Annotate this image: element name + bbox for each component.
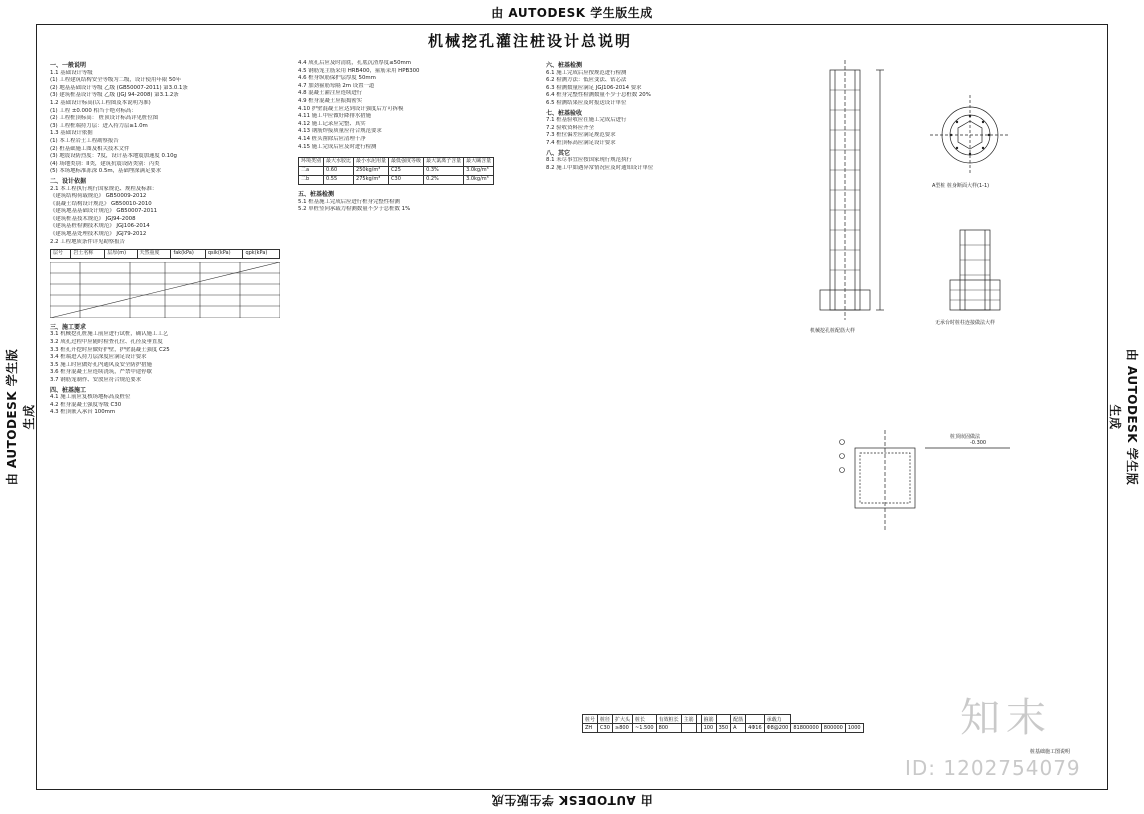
note-line: 7.3 桩位偏差应满足规范要求 xyxy=(546,132,616,139)
note-line: 3.5 施工时应做好孔内通风及安全防护措施 xyxy=(50,361,152,368)
column-connection-diagram xyxy=(935,220,1045,330)
table-cell: 桩号 xyxy=(583,715,598,724)
schedule-note: 桩基础施工图说明 xyxy=(1030,749,1071,755)
note-line: 8.2 施工中如遇异常情况应及时通知设计单位 xyxy=(546,164,654,171)
table-cell: 1000 xyxy=(845,724,863,733)
table-cell: 承载力 xyxy=(764,715,791,724)
section-heading: 四、桩基施工 xyxy=(50,386,87,394)
table-header-row xyxy=(583,715,864,724)
note-line: 4.8 混凝土灌注应连续进行 xyxy=(298,90,363,97)
pile-schedule-table xyxy=(582,714,864,733)
autodesk-banner-right: 由 AUTODESK 学生版生成 xyxy=(1108,348,1139,486)
note-line: (1) 工程建筑结构安全等级为二级，设计使用年限 50年 xyxy=(50,77,182,84)
section-diagram-label: A型桩 桩身断面大样(1-1) xyxy=(932,183,990,189)
table-cell: C30 xyxy=(389,176,424,185)
table-cell: 二a xyxy=(299,167,324,176)
table-cell xyxy=(746,715,764,724)
table-cell: ZH xyxy=(583,724,598,733)
table-cell: 主筋 xyxy=(681,715,696,724)
table-cell: A xyxy=(731,724,746,733)
table-cell: 二b xyxy=(299,176,324,185)
note-line: (1) 工程 ±0.000 相当于绝对标高： xyxy=(50,107,137,114)
note-line: 4.11 施工中应做好降排水措施 xyxy=(298,113,372,120)
table-cell: qsik(kPa) xyxy=(205,250,243,259)
section-body xyxy=(50,394,290,417)
note-line: 《建筑地基基础设计规范》 GB50007-2011 xyxy=(50,208,158,215)
note-line: 4.1 施工前应复核场地标高及桩位 xyxy=(50,394,131,401)
table-cell: 最大氯离子含量 xyxy=(424,158,464,167)
cap-diagram-label: 桩顶嵌固做法 xyxy=(950,434,981,440)
note-line: (3) 地震设防烈度：7度，设计基本地震加速度 0.10g xyxy=(50,153,177,160)
section-heading: 三、施工要求 xyxy=(50,323,87,331)
zhimo-watermark-logo: 知末 xyxy=(960,695,1052,741)
section-body xyxy=(298,199,538,214)
note-line: 4.4 成孔后应及时清底，孔底沉渣厚度≤50mm xyxy=(298,60,412,66)
soil-parameter-table xyxy=(50,249,280,259)
note-line: 《建筑桩基技术规范》 JGJ94-2008 xyxy=(50,215,136,222)
note-line: 3.3 桩孔开挖时应做好护壁，护壁混凝土强度 C25 xyxy=(50,346,170,353)
note-line: (3) 建筑桩基设计等级 乙级 (JGJ 94-2008) 第3.1.2条 xyxy=(50,92,179,99)
note-line: 《建筑结构荷载规范》 GB50009-2012 xyxy=(50,193,147,200)
note-line: 6.3 检测数量应满足 JGJ106-2014 要求 xyxy=(546,84,642,91)
table-cell: 0.55 xyxy=(324,176,354,185)
notes-column-2 xyxy=(298,60,538,720)
pile-section-diagram xyxy=(930,95,1040,195)
section-body xyxy=(50,331,290,384)
note-line: 1.2 基础设计标高(以工程图及本说明为准) xyxy=(50,99,151,106)
table-cell: ≥800 xyxy=(613,724,633,733)
note-line: 4.10 护壁混凝土应达到设计强度后方可拆模 xyxy=(298,105,404,112)
section-body xyxy=(298,60,538,151)
table-cell: 3.0kg/m³ xyxy=(464,167,494,176)
note-line: (4) 场地类别：II类，建筑抗震设防类别：丙类 xyxy=(50,160,160,167)
notes-column-1 xyxy=(50,60,290,780)
note-line: 5.1 桩基施工完成后应进行桩身完整性检测 xyxy=(298,198,400,205)
table-row xyxy=(583,724,864,733)
note-line: 《混凝土结构设计规范》 GB50010-2010 xyxy=(50,200,152,207)
section-body xyxy=(546,70,776,108)
table-header-row xyxy=(51,250,280,259)
note-line: 6.4 桩身完整性检测数量不少于总桩数 20% xyxy=(546,92,651,99)
section-heading: 五、桩基检测 xyxy=(298,191,335,199)
table-cell: 最小水泥用量 xyxy=(354,158,389,167)
note-line: (1) 本工程岩土工程勘察报告 xyxy=(50,137,119,144)
table-row xyxy=(299,167,494,176)
note-line: 3.7 钢筋笼制作、安放应符合规范要求 xyxy=(50,377,142,383)
table-cell xyxy=(716,715,731,724)
table-cell: 250kg/m³ xyxy=(354,167,389,176)
note-line: 6.1 施工完成后应按规范进行检测 xyxy=(546,69,627,76)
durability-table xyxy=(298,157,494,185)
table-cell: 3.0kg/m³ xyxy=(464,176,494,185)
note-line: 1.3 基础设计依据 xyxy=(50,130,93,137)
note-line: 2.1 本工程执行现行国家规范、规程及标准： xyxy=(50,185,158,192)
notes-column-3 xyxy=(546,60,776,510)
note-line: 《建筑基桩检测技术规范》 JGJ106-2014 xyxy=(50,223,150,230)
note-line: 4.6 桩身纵筋保护层厚度 50mm xyxy=(298,75,376,82)
pile-diagram-label: 机械挖孔桩配筋大样 xyxy=(810,328,856,334)
note-line: 4.13 钢筋焊接质量应符合规范要求 xyxy=(298,128,382,135)
table-cell: 层厚(m) xyxy=(105,250,137,259)
note-line: 6.2 检测方法：低应变法、钻芯法 xyxy=(546,77,627,84)
table-cell: 桩径 xyxy=(598,715,613,724)
table-cell: 箍筋 xyxy=(701,715,716,724)
table-cell: 0.2% xyxy=(424,176,464,185)
pile-schedule xyxy=(582,714,864,733)
note-line: 3.2 成孔过程中应随时检查孔位、孔径及垂直度 xyxy=(50,339,163,346)
table-cell: C25 xyxy=(389,167,424,176)
table-cell: 800 xyxy=(656,724,681,733)
note-line: 1.1 基础设计等级 xyxy=(50,69,93,76)
table-cell: 有效桩长 xyxy=(656,715,681,724)
table-cell: 最低强度等级 xyxy=(389,158,424,167)
note-line: 3.1 机械挖孔桩施工前应进行试桩，确认施工工艺 xyxy=(50,331,169,338)
note-line: (5) 本场地标准冻深 0.5m，基础埋深满足要求 xyxy=(50,168,162,175)
note-line: 4.2 桩身混凝土强度等级 C30 xyxy=(50,401,122,408)
note-line: 3.6 桩身混凝土应连续浇筑，严禁中途停歇 xyxy=(50,369,152,376)
table-cell: 最大碱含量 xyxy=(464,158,494,167)
note-line: 4.12 施工记录应完整、真实 xyxy=(298,120,366,127)
section-heading: 一、一般说明 xyxy=(50,62,87,69)
table-cell: 275kg/m³ xyxy=(354,176,389,185)
table-cell: 桩长 xyxy=(633,715,657,724)
drawing-title: 机械挖孔灌注桩设计总说明 xyxy=(427,32,632,50)
note-line: (3) 工程桩端持力层：进入持力层≥1.0m xyxy=(50,122,148,129)
note-line: 2.2 工程地质条件详见勘察报告 xyxy=(50,238,125,245)
table-cell: 最大水胶比 xyxy=(324,158,354,167)
pile-cap-diagram xyxy=(830,430,1030,530)
elevation-label: -0.300 xyxy=(970,440,987,446)
note-line: 8.1 未尽事宜应按国家现行规范执行 xyxy=(546,157,632,164)
table-cell: 100 xyxy=(701,724,716,733)
note-line: 4.15 施工完成后应及时进行检测 xyxy=(298,143,377,150)
soil-table-blank-grid xyxy=(50,262,280,318)
note-line: 7.1 桩基验收应在施工完成后进行 xyxy=(546,117,627,124)
table-cell: 岩土名称 xyxy=(71,250,105,259)
table-row xyxy=(299,176,494,185)
table-cell xyxy=(681,724,696,733)
pile-elevation-diagram xyxy=(800,60,920,340)
note-line: 5.2 单桩竖向承载力检测数量不少于总桩数 1% xyxy=(298,206,411,213)
note-line: 4.3 桩顶嵌入承台 100mm xyxy=(50,409,116,416)
section-body xyxy=(50,70,290,176)
section-heading: 八、其它 xyxy=(546,149,571,157)
autodesk-banner-left: 由 AUTODESK 学生版生成 xyxy=(5,348,36,486)
note-line: 7.2 验收资料应齐全 xyxy=(546,124,595,131)
table-cell: 环境类别 xyxy=(299,158,324,167)
table-cell: qpk(kPa) xyxy=(243,250,280,259)
note-line: 《建筑地基处理技术规范》 JGJ79-2012 xyxy=(50,231,147,238)
table-cell: 层号 xyxy=(51,250,71,259)
table-cell: C30 xyxy=(598,724,613,733)
table-header-row xyxy=(299,158,494,167)
note-line: 7.4 桩顶标高应满足设计要求 xyxy=(546,139,616,146)
table-cell: 0.3% xyxy=(424,167,464,176)
detail-diagram-label: 无承台时桩柱连接做法大样 xyxy=(935,320,996,326)
table-cell: 4Φ16 xyxy=(746,724,764,733)
autodesk-banner-top: 由 AUTODESK 学生版生成 xyxy=(491,6,653,20)
table-cell: 800000 xyxy=(821,724,845,733)
table-cell: 0.60 xyxy=(324,167,354,176)
note-line: (2) 工程桩顶标高： 桩顶设计标高详见桩位图 xyxy=(50,115,159,122)
zhimo-watermark-id: ID: 1202754079 xyxy=(905,756,1081,780)
note-line: 6.5 检测结果应及时报送设计单位 xyxy=(546,99,627,106)
table-cell: 扩大头 xyxy=(613,715,633,724)
autodesk-banner-bottom: 由 AUTODESK 学生版生成 xyxy=(491,793,653,807)
table-cell: 81800000 xyxy=(791,724,821,733)
table-cell: Φ8@200 xyxy=(764,724,791,733)
table-cell: ~1.500 xyxy=(633,724,657,733)
note-line: 4.14 桩头凿除后应清理干净 xyxy=(298,135,366,142)
table-cell: fak(kPa) xyxy=(171,250,205,259)
section-heading: 七、桩基验收 xyxy=(546,109,583,117)
section-body xyxy=(546,157,776,172)
table-cell: 350 xyxy=(716,724,731,733)
section-body xyxy=(546,117,776,147)
section-body xyxy=(50,186,290,247)
note-line: 3.4 桩端进入持力层深度应满足设计要求 xyxy=(50,354,147,361)
note-line: 4.5 钢筋笼主筋采用 HRB400，箍筋采用 HPB300 xyxy=(298,67,420,74)
section-heading: 六、桩基检测 xyxy=(546,62,583,69)
table-cell: 天然重度 xyxy=(137,250,171,259)
note-line: 4.7 加劲箍筋每隔 2m 设置一道 xyxy=(298,82,375,89)
note-line: 4.9 桩身混凝土应振捣密实 xyxy=(298,97,363,104)
section-heading: 二、设计依据 xyxy=(50,177,87,185)
note-line: (2) 桩基础施工图及相关技术文件 xyxy=(50,145,130,152)
table-cell: 配筋 xyxy=(731,715,746,724)
note-line: (2) 地基基础设计等级 乙级 (GB50007-2011) 第3.0.1条 xyxy=(50,84,188,91)
